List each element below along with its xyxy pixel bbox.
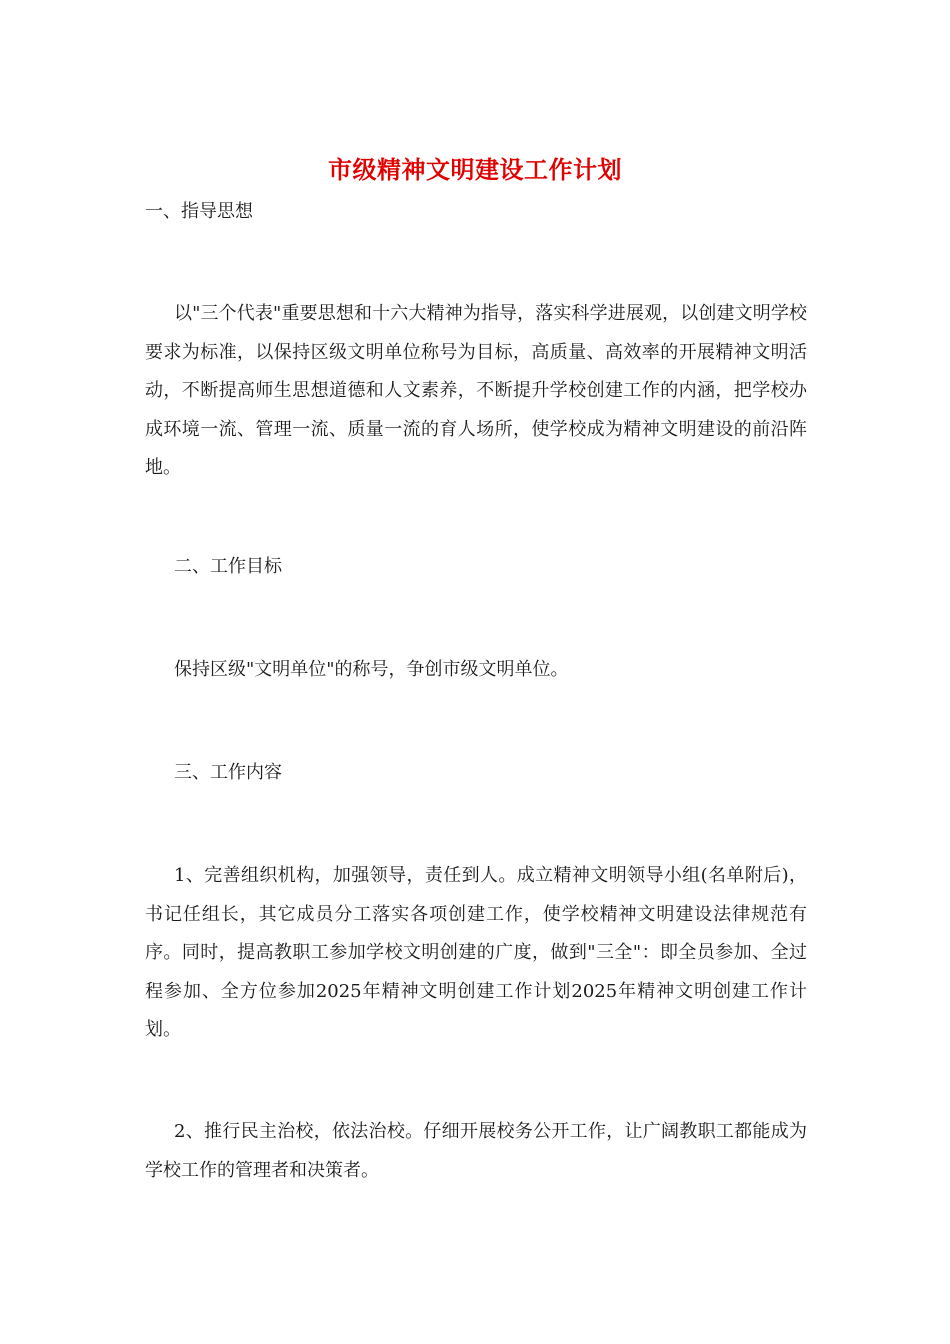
section-heading-work-content: 三、工作内容 [174, 762, 282, 783]
section-heading-guiding-ideology: 一、指导思想 [145, 201, 253, 222]
section-body-work-goals: 保持区级"文明单位"的称号，争创市级文明单位。 [174, 659, 569, 680]
section-body-guiding-ideology: 以"三个代表"重要思想和十六大精神为指导，落实科学进展观，以创建文明学校要求为标准，以保持区级文明单位称号为目标，高质量、高效率的开展精神文明活动，不断提高师生思想道德和人文素养，不断提升学校创建工作的内涵，把学校办成环境一流、管理一流、质量一流的育人场所，使学校成为精神文明建设的前沿阵地。 [145, 303, 807, 478]
work-content-item-1: 1、完善组织机构，加强领导，责任到人。成立精神文明领导小组(名单附后)，书记任组长，其它成员分工落实各项创建工作，使学校精神文明建设法律规范有序。同时，提高教职工参加学校文明创建的广度，做到"三全"：即全员参加、全过程参加、全方位参加2025年精神文明创建工作计划2025年精神文明创建工作计划。 [145, 865, 807, 1040]
document-title: 市级精神文明建设工作计划 [328, 155, 622, 184]
section-heading-work-goals: 二、工作目标 [174, 556, 282, 577]
work-content-item-2: 2、推行民主治校，依法治校。仔细开展校务公开工作，让广阔教职工都能成为学校工作的管理者和决策者。 [145, 1121, 807, 1181]
